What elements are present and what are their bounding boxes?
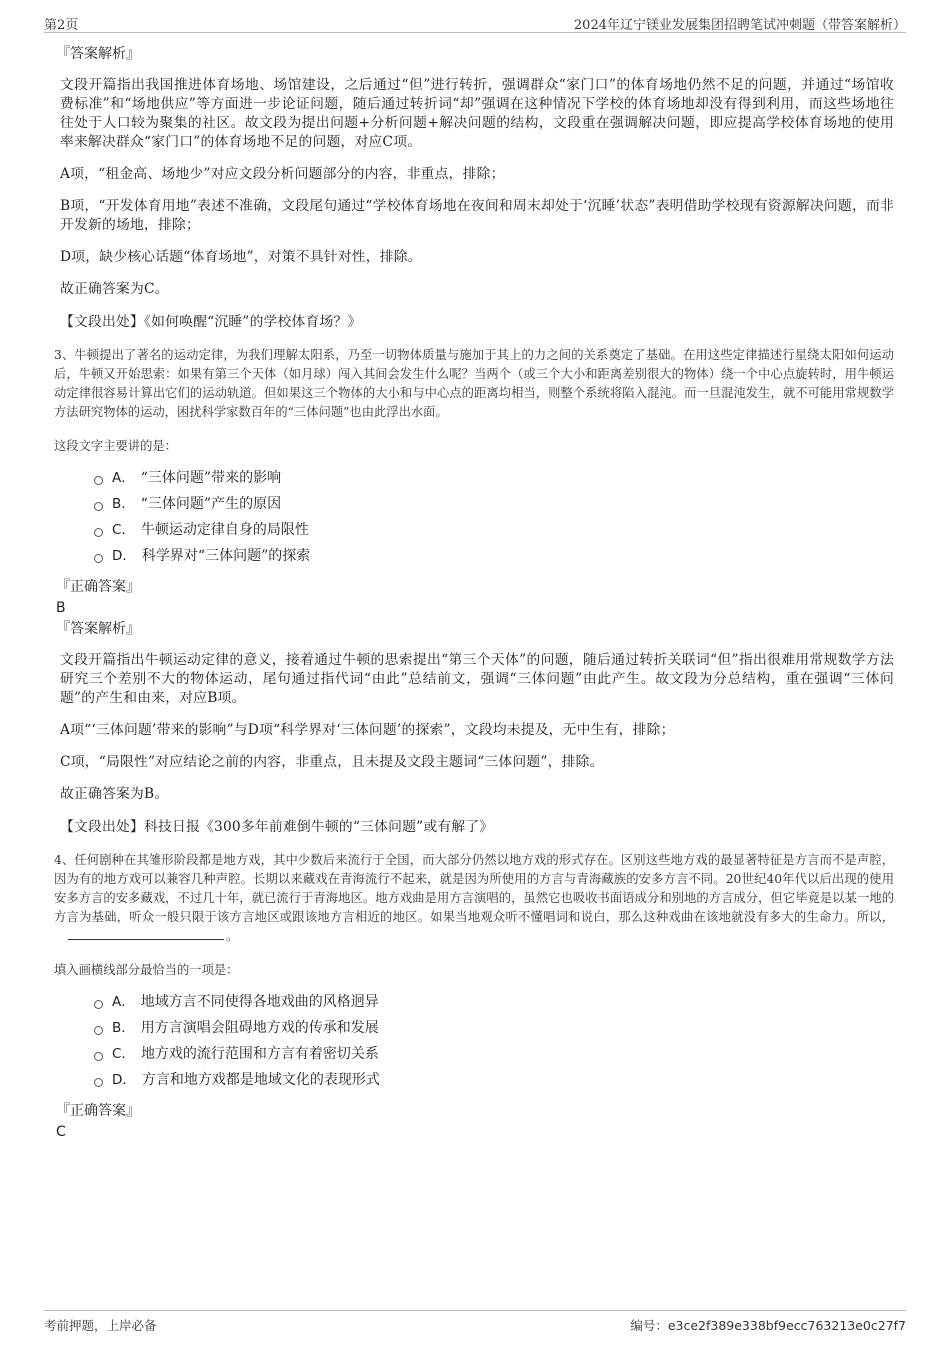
question-3-text: 3、牛顿提出了著名的运动定律，为我们理解太阳系，乃至一切物体质量与施加于其上的力之间的关系奠定了基础。在用这些定律描述行星绕太阳如何运动后，牛顿又开始思索：如果有第三个天体（如月球）闯入其间会发生什么呢？当两个（或三个大小和距离差别很大的物体）绕一个中心点旋转时，用牛顿运动定律很容易计算出它们的运动轨道。但如果这三个物体的大小和与中心点的距离均相当，则整个系统将陷入混沌。而一旦混沌发生，就不可能用常规数学方法研究物体的运动，困扰科学家数百年的“三体问题”也由此浮出水面。 bbox=[54, 348, 894, 419]
option-d[interactable]: D． 方言和地方戏都是地域文化的表现形式 bbox=[94, 1067, 894, 1093]
analysis-label: 『答案解析』 bbox=[56, 621, 140, 637]
analysis-conclusion: 故正确答案为B。 bbox=[60, 786, 169, 802]
correct-answer-label: 『正确答案』 bbox=[56, 579, 140, 595]
fill-blank bbox=[68, 927, 224, 940]
option-b[interactable]: B． 用方言演唱会阻碍地方戏的传承和发展 bbox=[94, 1015, 894, 1041]
page-content bbox=[56, 44, 894, 1143]
page-number: 第2页 bbox=[44, 18, 79, 33]
radio-icon[interactable] bbox=[94, 1078, 103, 1087]
analysis-option-ad: A项“‘三体问题’带来的影响”与D项“科学界对‘三体问题’的探索”，文段均未提及，无中生有，排除； bbox=[60, 722, 675, 738]
option-c[interactable]: C． 牛顿运动定律自身的局限性 bbox=[94, 517, 894, 543]
document-id: 编号：e3ce2f389e338bf9ecc763213e0c27f7 bbox=[630, 1318, 906, 1333]
radio-icon[interactable] bbox=[94, 1026, 103, 1035]
analysis-source: 【文段出处】科技日报《300多年前难倒牛顿的“三体问题”或有解了》 bbox=[60, 819, 494, 835]
analysis-option-b: B项，“开发体育用地”表述不准确，文段尾句通过“学校体育场地在夜间和周末却处于‘沉睡’状态”表明借助学校现有资源解决问题，而非开发新的场地，排除； bbox=[60, 198, 894, 233]
analysis-source: 【文段出处】《如何唤醒“沉睡”的学校体育场？》 bbox=[60, 314, 362, 330]
option-a[interactable]: A． “三体问题”带来的影响 bbox=[94, 465, 894, 491]
analysis-option-a: A项，“租金高、场地少”对应文段分析问题部分的内容，非重点，排除； bbox=[60, 166, 505, 182]
page-footer bbox=[44, 1310, 906, 1333]
analysis-label: 『答案解析』 bbox=[56, 46, 140, 62]
question-4-prompt: 填入画横线部分最恰当的一项是： bbox=[54, 963, 239, 977]
analysis-paragraph: 文段开篇指出牛顿运动定律的意义，接着通过牛顿的思索提出“第三个天体”的问题，随后通过转折关联词“但”指出很难用常规数学方法研究三个差别不大的物体运动，尾句通过指代词“由此”总结前文，强调“三体问题”由此产生。故文段为分总结构，重在强调“三体问题”的产生和由来，对应B项。 bbox=[60, 652, 894, 706]
question-4-text: 4、任何剧种在其雏形阶段都是地方戏，其中少数后来流行于全国，而大部分仍然以地方戏的形式存在。区别这些地方戏的最显著特征是方言而不是声腔，因为有的地方戏可以兼容几种声腔。长期以来藏戏在青海流行不起来，就是因为所使用的方言与青海藏族的安多方言不同。20世纪40年代以后出现的使用安多方言的安多藏戏，不过几十年，就已流行于青海地区。地方戏曲是用方言演唱的，虽然它也吸收书面语成分和别地的方言成分，但它毕竟是以某一地的方言为基础，听众一般只限于该方言地区或跟该地方言相近的地区。如果当地观众听不懂唱词和说白，那么这种戏曲在该地就没有多大的生命力。所以，。 bbox=[54, 853, 894, 943]
analysis-option-c: C项，“局限性”对应结论之前的内容，非重点，且未提及文段主题词“三体问题”，排除。 bbox=[60, 754, 604, 770]
radio-icon[interactable] bbox=[94, 554, 103, 563]
radio-icon[interactable] bbox=[94, 528, 103, 537]
analysis-conclusion: 故正确答案为C。 bbox=[60, 281, 169, 297]
option-b[interactable]: B． “三体问题”产生的原因 bbox=[94, 491, 894, 517]
analysis-paragraph: 文段开篇指出我国推进体育场地、场馆建设，之后通过“但”进行转折，强调群众“家门口”的体育场地仍然不足的问题，并通过“场馆收费标准”和“场地供应”等方面进一步论证问题，随后通过转折词“却”强调在这种情况下学校的体育场地却没有得到利用，而这些场地往往处于人口较为聚集的社区。故文段为提出问题+分析问题+解决问题的结构，文段重在强调解决问题，即应提高学校体育场地的使用率来解决群众“家门口”的体育场地不足的问题，对应C项。 bbox=[60, 77, 894, 150]
question-4-options bbox=[94, 989, 894, 1093]
question-3-prompt: 这段文字主要讲的是： bbox=[54, 439, 177, 453]
correct-answer: C bbox=[56, 1124, 66, 1140]
option-a[interactable]: A． 地域方言不同使得各地戏曲的风格迥异 bbox=[94, 989, 894, 1015]
footer-slogan: 考前押题，上岸必备 bbox=[44, 1318, 157, 1333]
correct-answer: B bbox=[56, 600, 66, 616]
question-3-options bbox=[94, 465, 894, 569]
correct-answer-label: 『正确答案』 bbox=[56, 1103, 140, 1119]
page-header bbox=[44, 12, 906, 33]
radio-icon[interactable] bbox=[94, 502, 103, 511]
analysis-option-d: D项，缺少核心话题“体育场地”，对策不具针对性，排除。 bbox=[60, 249, 422, 265]
option-d[interactable]: D． 科学界对“三体问题”的探索 bbox=[94, 543, 894, 569]
document-title: 2024年辽宁镁业发展集团招聘笔试冲刺题（带答案解析） bbox=[573, 18, 906, 33]
radio-icon[interactable] bbox=[94, 476, 103, 485]
option-c[interactable]: C． 地方戏的流行范围和方言有着密切关系 bbox=[94, 1041, 894, 1067]
radio-icon[interactable] bbox=[94, 1052, 103, 1061]
radio-icon[interactable] bbox=[94, 1000, 103, 1009]
